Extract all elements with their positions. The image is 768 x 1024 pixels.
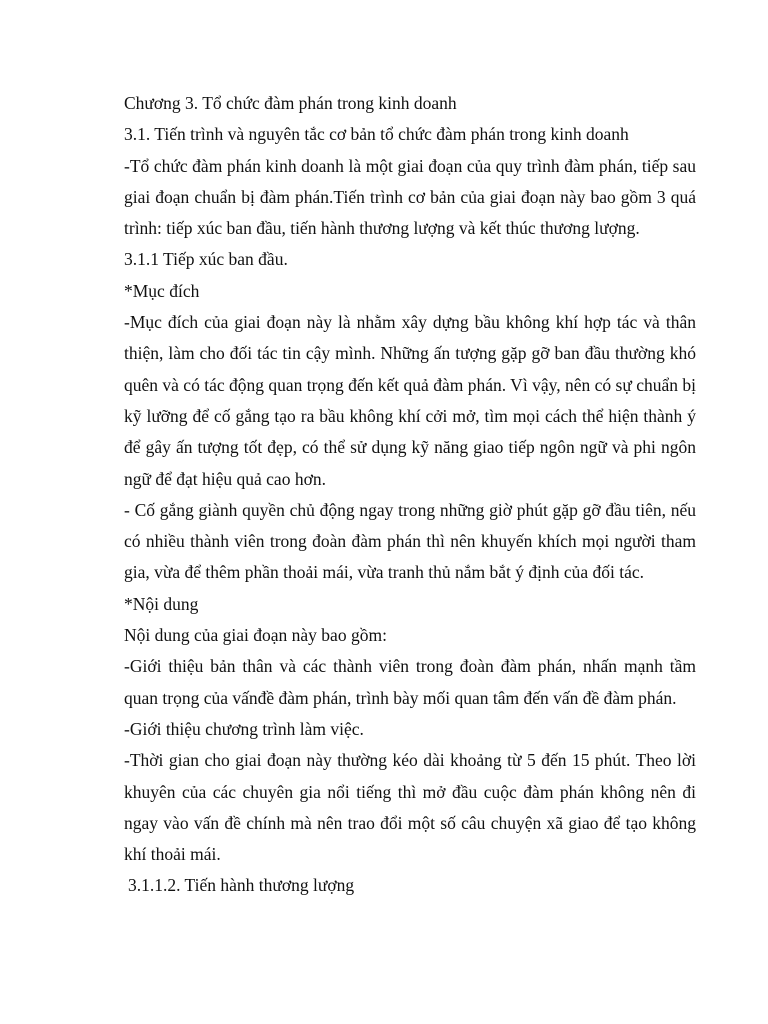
subsection-heading: 3.1.1 Tiếp xúc ban đầu.: [124, 249, 288, 270]
paragraph-duration: -Thời gian cho giai đoạn này thường kéo dài khoảng từ 5 đến 15 phút. Theo lời khuyên của các chuyên gia nổi tiếng thì mở đầu cuộc đàm phán không nên đi ngay vào vấn đề chính mà nên trao đổi một số câu chuyện xã giao để tạo không khí thoải mái.: [124, 750, 696, 865]
label-purpose: *Mục đích: [124, 280, 200, 301]
label-content: *Nội dung: [124, 593, 199, 614]
paragraph-initiative: - Cố gắng giành quyền chủ động ngay trong những giờ phút gặp gỡ đầu tiên, nếu có nhiều thành viên trong đoàn đàm phán thì nên khuyến khích mọi người tham gia, vừa để thêm phần thoải mái, vừa tranh thủ nắm bắt ý định của đối tác.: [124, 499, 696, 583]
paragraph-agenda: -Giới thiệu chương trình làm việc.: [124, 718, 364, 739]
paragraph-intro: -Tổ chức đàm phán kinh doanh là một giai đoạn của quy trình đàm phán, tiếp sau giai đoạn chuẩn bị đàm phán.Tiến trình cơ bản của giai đoạn này bao gồm 3 quá trình: tiếp xúc ban đầu, tiến hành thương lượng và kết thúc thương lượng.: [124, 155, 696, 239]
section-heading: 3.1. Tiến trình và nguyên tắc cơ bản tổ chức đàm phán trong kinh doanh: [124, 124, 629, 145]
subsection-heading-negotiation: 3.1.1.2. Tiến hành thương lượng: [128, 875, 355, 896]
paragraph-introductions: -Giới thiệu bản thân và các thành viên trong đoàn đàm phán, nhấn mạnh tầm quan trọng của vấnđề đàm phán, trình bày mối quan tâm đến vấn đề đàm phán.: [124, 656, 696, 708]
paragraph-purpose: -Mục đích của giai đoạn này là nhằm xây dựng bầu không khí hợp tác và thân thiện, làm cho đối tác tin cậy mình. Những ấn tượng gặp gỡ ban đầu thường khó quên và có tác động quan trọng đến kết quả đàm phán. Vì vậy, nên có sự chuẩn bị kỹ lưỡng để cố gắng tạo ra bầu không khí cởi mở, tìm mọi cách thể hiện thành ý để gây ấn tượng tốt đẹp, có thể sử dụng kỹ năng giao tiếp ngôn ngữ và phi ngôn ngữ để đạt hiệu quả cao hơn.: [124, 312, 696, 489]
chapter-title: Chương 3. Tổ chức đàm phán trong kinh doanh: [124, 93, 457, 113]
document-body: [124, 88, 696, 902]
paragraph-content-intro: Nội dung của giai đoạn này bao gồm:: [124, 625, 387, 646]
